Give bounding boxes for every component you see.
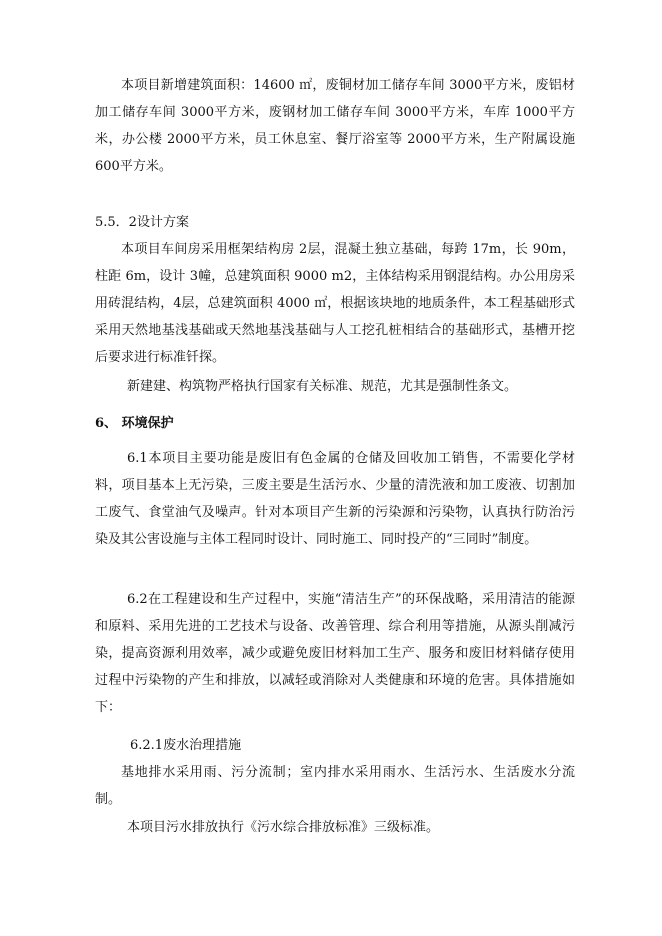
section-heading-environment: 6、 环境保护	[95, 416, 174, 431]
subsection-heading-wastewater: 6.2.1废水治理措施	[130, 738, 242, 753]
paragraph-discharge-standard: 本项目污水排放执行《污水综合排放标准》三级标准。	[127, 820, 440, 835]
paragraph-drainage: 基地排水采用雨、污分流制；室内排水采用雨水、生活污水、生活废水分流制。	[95, 765, 575, 807]
paragraph-building-area: 本项目新增建筑面积：14600 ㎡，废铜材加工储存车间 3000平方米，废铝材加工储存车间 3000平方米，废钢材加工储存车间 3000平方米，车库 1000平方米，办公楼 2000平方米，员工休息室、餐厅浴室等 2000平方米，生产附属设施600平方米。	[95, 78, 575, 174]
paragraph-6-1: 6.1本项目主要功能是废旧有色金属的仓储及回收加工销售，不需要化学材料，项目基本上无污染，三废主要是生活污水、少量的清洗液和加工废液、切割加工废气、食堂油气及噪声。针对本项目产生新的污染源和污染物，认真执行防治污染及其公害设施与主体工程同时设计、同时施工、同时投产的“三同时”制度。	[95, 451, 575, 547]
paragraph-6-2: 6.2在工程建设和生产过程中，实施“清洁生产”的环保战略，采用清洁的能源和原料、采用先进的工艺技术与设备、改善管理、综合利用等措施，从源头削减污染，提高资源利用效率，减少或避免废旧材料加工生产、服务和废旧材料储存使用过程中污染物的产生和排放，以减轻或消除对人类健康和环境的危害。具体措施如下：	[95, 592, 575, 715]
paragraph-standards: 新建建、构筑物严格执行国家有关标准、规范，尤其是强制性条文。	[127, 379, 518, 394]
section-heading-design-plan: 5.5．2设计方案	[95, 215, 189, 230]
paragraph-design-plan: 本项目车间房采用框架结构房 2层，混凝土独立基础，每跨 17m，长 90m，柱距 6m，设计 3幢，总建筑面积 9000 m2，主体结构采用钢混结构。办公用房采用砖混结构，4层，总建筑面积 4000 ㎡，根据该块地的地质条件，本工程基础形式采用天然地基浅基础或天然地基浅基础与人工挖孔桩相结合的基础形式，基槽开挖后要求进行标准钎探。	[95, 242, 575, 365]
